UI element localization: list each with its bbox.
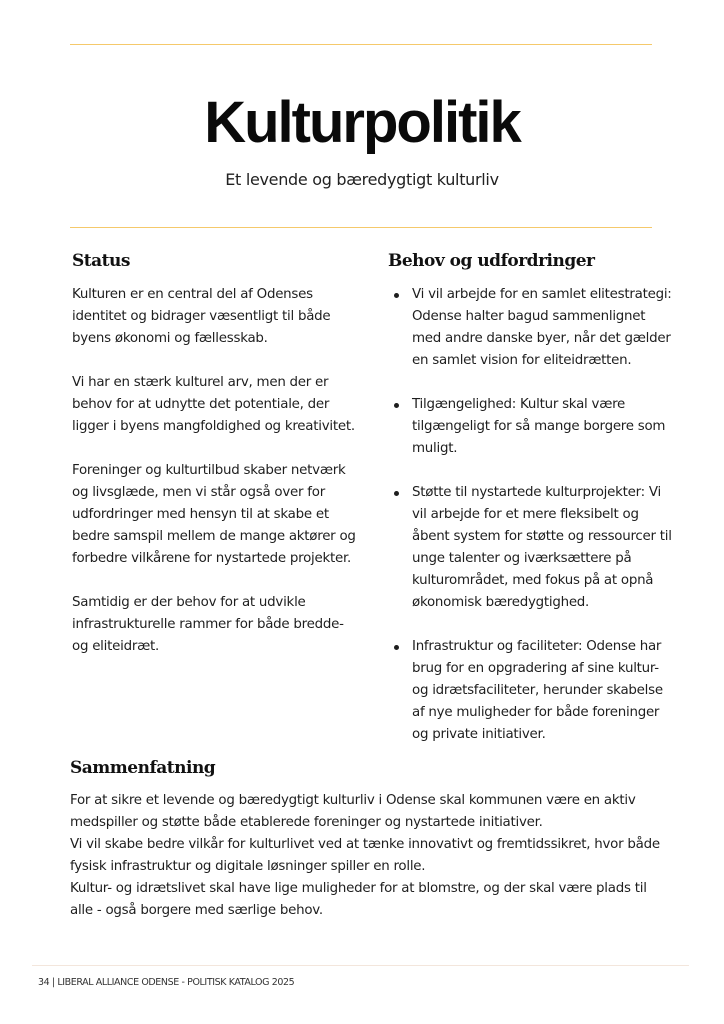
status-paragraph: Kulturen er en central del af Odenses identitet og bidrager væsentligt til både byens økonomi og fællesskab.: [72, 287, 331, 346]
top-divider: [70, 44, 652, 45]
status-paragraph: Samtidig er der behov for at udvikle infrastrukturelle rammer for både bredde- og eliteidræt.: [72, 595, 344, 654]
summary-section: [70, 790, 670, 922]
summary-paragraph: Kultur- og idrætslivet skal have lige muligheder for at blomstre, og der skal være plads til alle - også borgere med særlige behov.: [70, 881, 647, 918]
page-footer: 34 | LIBERAL ALLIANCE ODENSE - POLITISK KATALOG 2025: [38, 977, 295, 988]
footer-divider: [32, 965, 689, 966]
bullet-icon: [394, 645, 399, 650]
status-heading: Status: [72, 251, 130, 271]
needs-list: [388, 284, 678, 746]
page-subtitle: Et levende og bæredygtigt kulturliv: [225, 170, 499, 189]
bullet-icon: [394, 293, 399, 298]
header-divider: [70, 227, 652, 228]
list-item-text: Støtte til nystartede kulturprojekter: Vi vil arbejde for et mere fleksibelt og åbent system for støtte og ressourcer til unge talenter og iværksættere på kulturområdet, med fokus på at opnå økonomisk bæredygtighed.: [412, 485, 672, 610]
list-item: [388, 482, 678, 614]
list-item-text: Infrastruktur og faciliteter: Odense har brug for en opgradering af sine kultur- og idrætsfaciliteter, herunder skabelse af nye muligheder for både foreninger og private initiativer.: [412, 639, 663, 742]
bullet-icon: [394, 403, 399, 408]
list-item: [388, 394, 678, 460]
status-paragraph: Foreninger og kulturtilbud skaber netværk og livsglæde, men vi står også over for udfordringer med hensyn til at skabe et bedre samspil mellem de mange aktører og forbedre vilkårene for nystartede projekter.: [72, 463, 356, 566]
list-item: [388, 636, 678, 746]
list-item-text: Tilgængelighed: Kultur skal være tilgængeligt for så mange borgere som muligt.: [412, 397, 666, 456]
list-item: [388, 284, 678, 372]
summary-paragraph: Vi vil skabe bedre vilkår for kulturlivet ved at tænke innovativt og fremtidssikret, hvor både fysisk infrastruktur og digitale løsninger spiller en rolle.: [70, 837, 660, 874]
status-paragraph: Vi har en stærk kulturel arv, men der er behov for at udnytte det potentiale, der ligger i byens mangfoldighed og kreativitet.: [72, 375, 355, 434]
bullet-icon: [394, 491, 399, 496]
summary-paragraph: For at sikre et levende og bæredygtigt kulturliv i Odense skal kommunen være en aktiv medspiller og støtte både etablerede foreninger og nystartede initiativer.: [70, 793, 636, 830]
needs-section: [388, 284, 678, 768]
status-section: [72, 284, 362, 680]
needs-heading: Behov og udfordringer: [388, 251, 595, 271]
summary-heading: Sammenfatning: [70, 758, 216, 778]
list-item-text: Vi vil arbejde for en samlet elitestrategi: Odense halter bagud sammenlignet med andre danske byer, når det gælder en samlet vision for eliteidrætten.: [412, 287, 672, 368]
page-title: Kulturpolitik: [204, 90, 520, 155]
